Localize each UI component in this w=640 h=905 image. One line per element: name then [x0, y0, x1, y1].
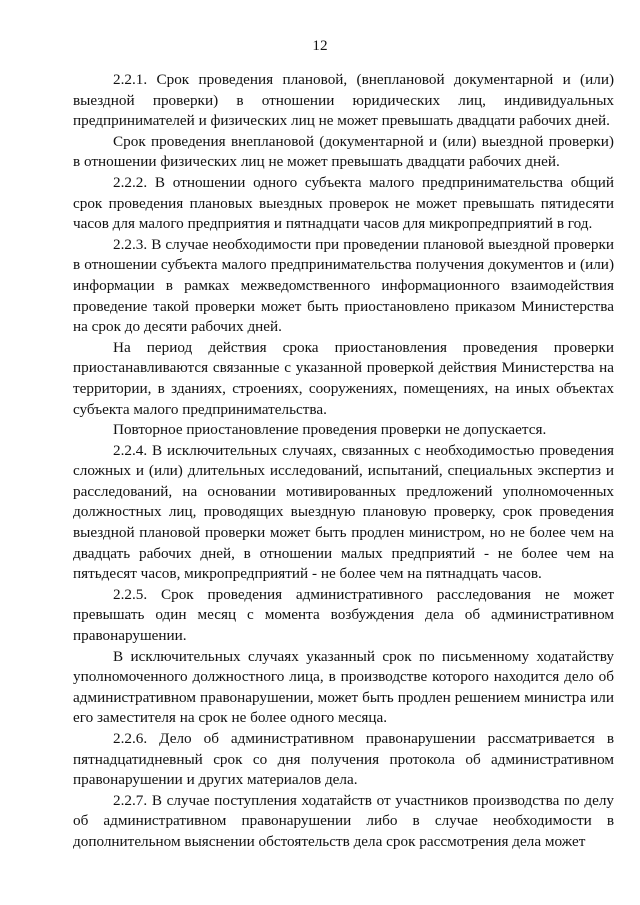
paragraph-extension-exceptional: В исключительных случаях указанный срок по письменному ходатайству уполномоченного должностного лица, в производстве которого находится дело об административном правонарушении, может быть продлен решением министра или его заместителя на срок не более одного месяца.: [73, 647, 614, 727]
paragraph-2-2-6: 2.2.6. Дело об административном правонарушении рассматривается в пятнадцатидневный срок со дня получения протокола об административном правонарушении и других материалов дела.: [73, 730, 614, 789]
document-body: [73, 70, 614, 853]
paragraph-2-2-1: 2.2.1. Срок проведения плановой, (внеплановой документарной и (или) выездной проверки) в отношении юридических лиц, индивидуальных предпринимателей и физических лиц не может превышать двадцати рабочих дней.: [73, 71, 614, 130]
paragraph-suspension-period: На период действия срока приостановления проведения проверки приостанавливаются связанные с указанной проверкой действия Министерства на территории, в зданиях, строениях, сооружениях, помещениях, на иных объектах субъекта малого предпринимательства.: [73, 338, 614, 418]
paragraph-unscheduled-term: Срок проведения внеплановой (документарной и (или) выездной проверки) в отношении физических лиц не может превышать двадцати рабочих дней.: [73, 132, 614, 171]
paragraph-2-2-3: 2.2.3. В случае необходимости при проведении плановой выездной проверки в отношении субъекта малого предпринимательства получения документов и (или) информации в рамках межведомственного информационного взаимодействия проведение такой проверки может быть приостановлено приказом Министерства на срок до десяти рабочих дней.: [73, 235, 614, 336]
paragraph-2-2-5: 2.2.5. Срок проведения административного расследования не может превышать один месяц с момента возбуждения дела об административном правонарушении.: [73, 585, 614, 645]
paragraph-repeat-suspension: Повторное приостановление проведения проверки не допускается.: [113, 421, 547, 439]
paragraph-2-2-7: 2.2.7. В случае поступления ходатайств от участников производства по делу об административном правонарушении либо в случае необходимости в дополнительном выяснении обстоятельств дела срок рассмотрения дела может: [73, 791, 614, 850]
page-number: 12: [312, 37, 328, 54]
paragraph-2-2-2: 2.2.2. В отношении одного субъекта малого предпринимательства общий срок проведения плановых выездных проверок не может превышать пятидесяти часов для малого предприятия и пятнадцати часов для микропредприятий в год.: [73, 173, 614, 233]
paragraph-2-2-4: 2.2.4. В исключительных случаях, связанных с необходимостью проведения сложных и (или) длительных исследований, испытаний, специальных экспертиз и расследований, на основании мотивированных предложений уполномоченных должностных лиц, проводящих выездную плановую проверку, срок проведения выездной плановой проверки может быть продлен министром, но не более чем на двадцать рабочих дней, в отношении малых предприятий - не более чем на пятьдесят часов, микропредприятий - не более чем на пятнадцать часов.: [73, 441, 614, 583]
